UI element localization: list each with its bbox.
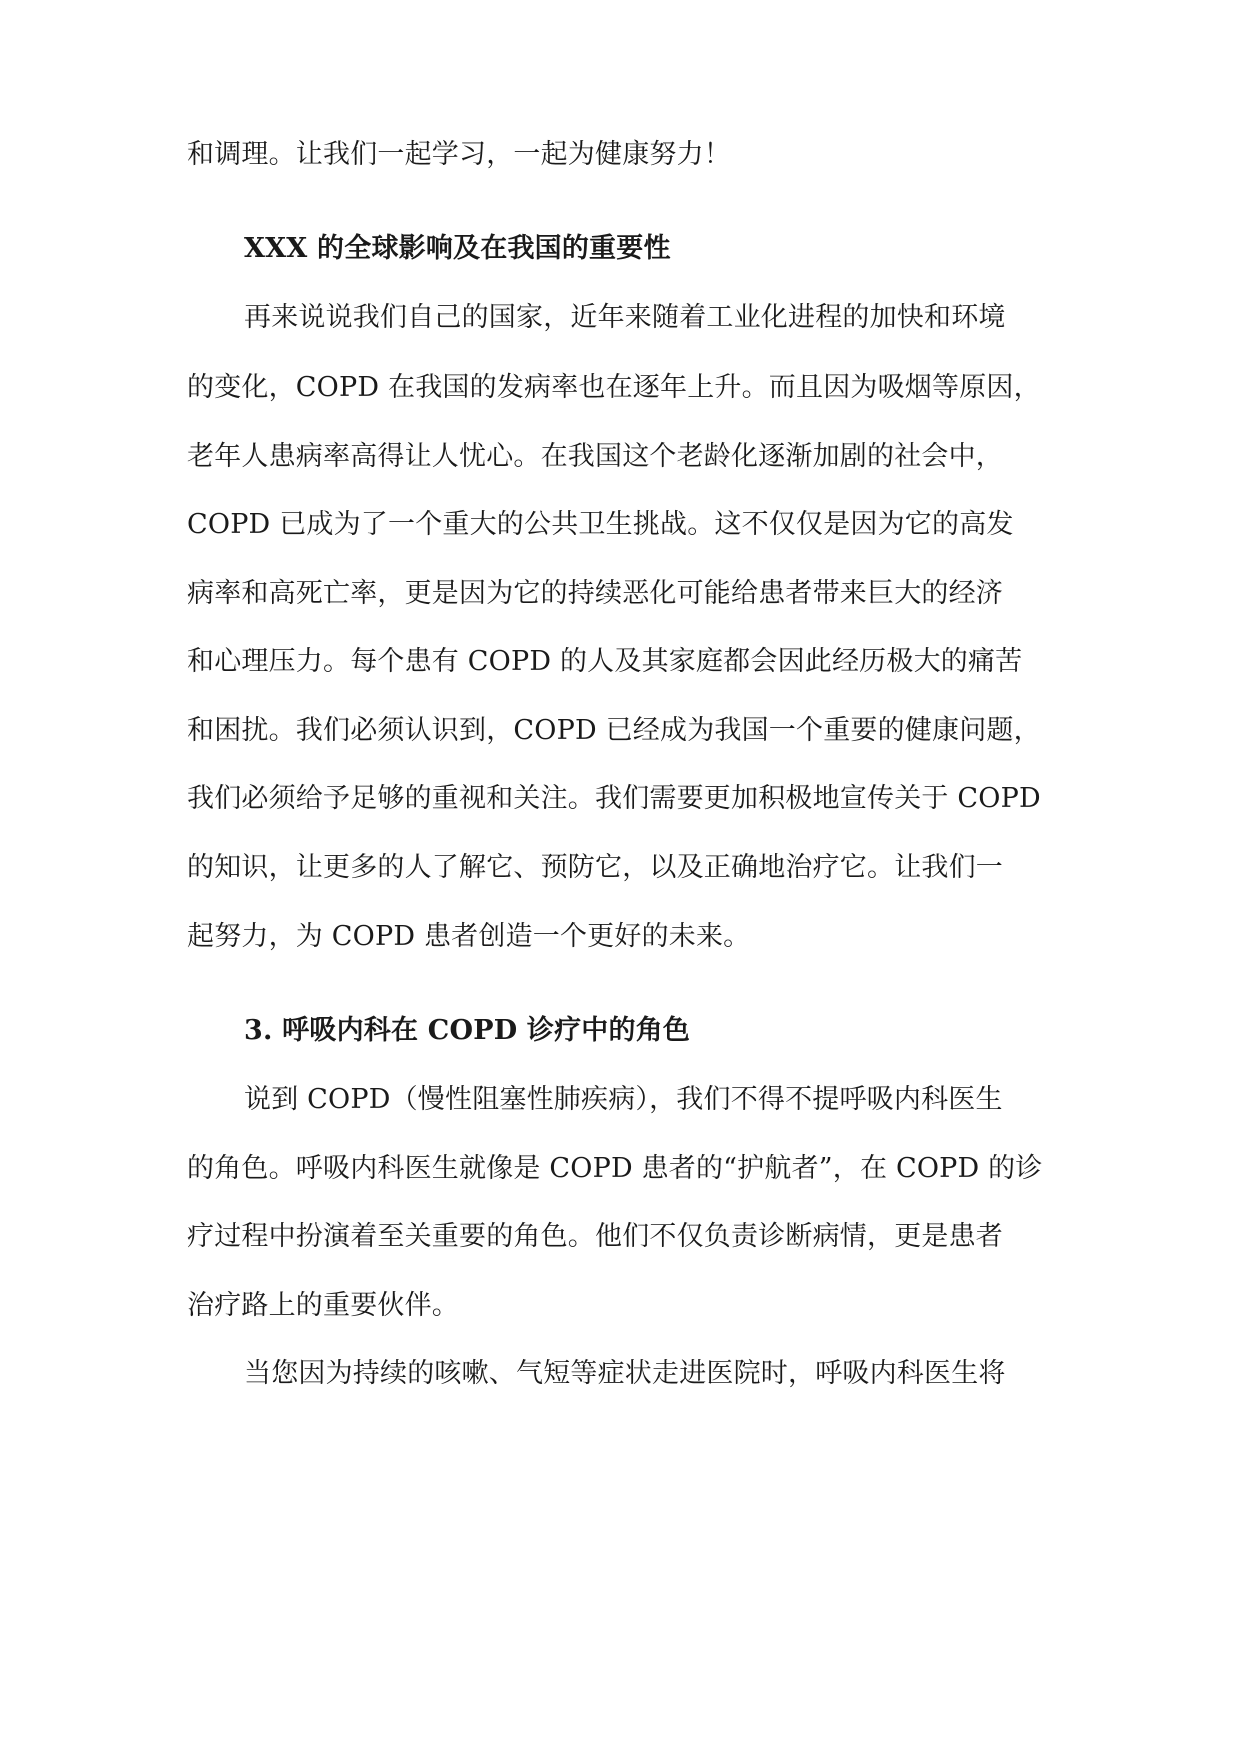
section-heading-respiratory-role: 3. 呼吸内科在 COPD 诊疗中的角色 [244,1015,691,1046]
paragraph-line: 我们必须给予足够的重视和关注。我们需要更加积极地宣传关于 COPD [187,783,1041,814]
intro-tail-line: 和调理。让我们一起学习，一起为健康努力！ [187,139,731,170]
paragraph-line: 说到 COPD（慢性阻塞性肺疾病），我们不得不提呼吸内科医生 [244,1084,1003,1115]
section-heading-global-impact: XXX 的全球影响及在我国的重要性 [244,233,671,264]
paragraph-line: 和心理压力。每个患有 COPD 的人及其家庭都会因此经历极大的痛苦 [187,646,1023,677]
paragraph-line: 再来说说我们自己的国家，近年来随着工业化进程的加快和环境 [244,302,1006,333]
paragraph-line: 的知识，让更多的人了解它、预防它，以及正确地治疗它。让我们一 [187,852,1003,883]
paragraph-line: 病率和高死亡率，更是因为它的持续恶化可能给患者带来巨大的经济 [187,578,1003,609]
paragraph-line: 和困扰。我们必须认识到，COPD 已经成为我国一个重要的健康问题， [187,715,1041,746]
paragraph-line: 治疗路上的重要伙伴。 [187,1290,459,1321]
paragraph-line: 疗过程中扮演着至关重要的角色。他们不仅负责诊断病情，更是患者 [187,1221,1003,1252]
paragraph-line: 的变化，COPD 在我国的发病率也在逐年上升。而且因为吸烟等原因， [187,372,1041,403]
paragraph-line: 当您因为持续的咳嗽、气短等症状走进医院时，呼吸内科医生将 [244,1358,1006,1389]
paragraph-line: 的角色。呼吸内科医生就像是 COPD 患者的“护航者”，在 COPD 的诊 [187,1153,1043,1184]
paragraph-line: COPD 已成为了一个重大的公共卫生挑战。这不仅仅是因为它的高发 [187,509,1014,540]
paragraph-line: 老年人患病率高得让人忧心。在我国这个老龄化逐渐加剧的社会中， [187,441,1003,472]
paragraph-line: 起努力，为 COPD 患者创造一个更好的未来。 [187,921,751,952]
